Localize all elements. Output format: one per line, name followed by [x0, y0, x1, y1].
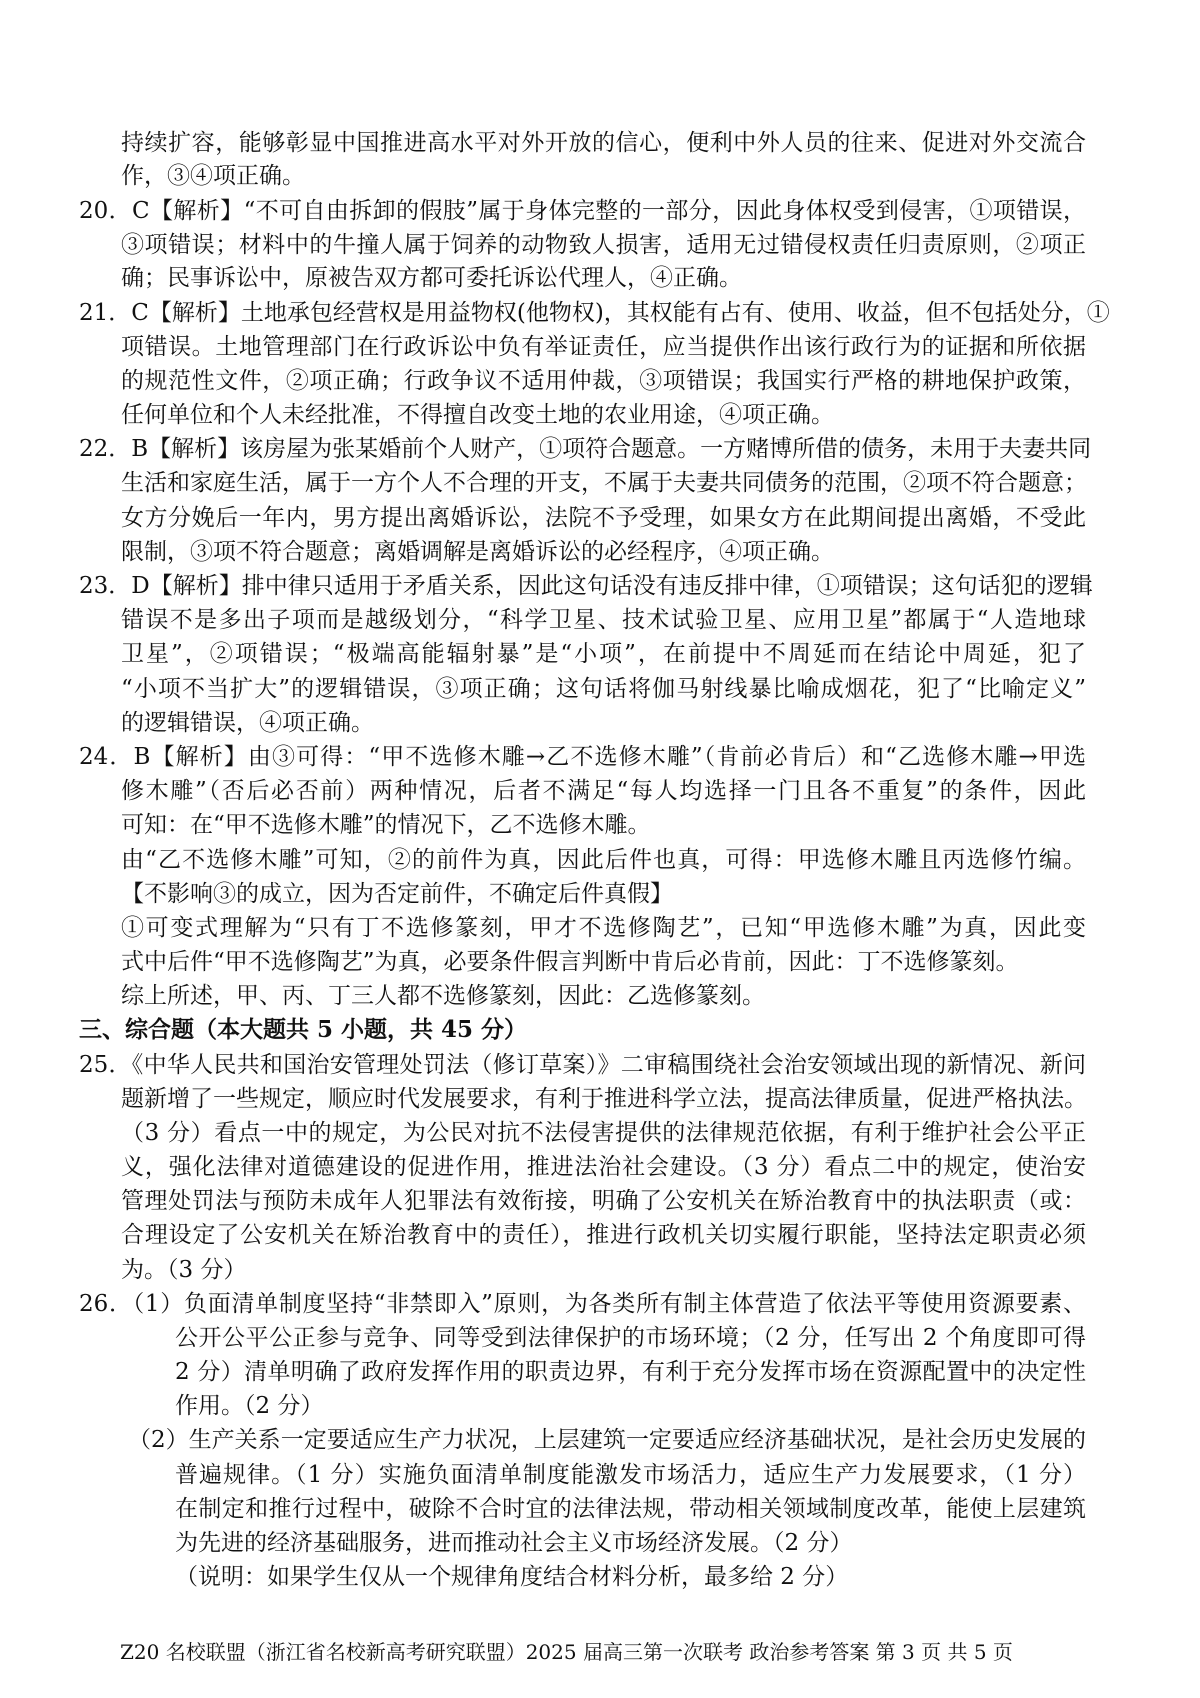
answer-text-line: 26．（1）负面清单制度坚持“非禁即入”原则，为各类所有制主体营造了依法平等使用资源要素、: [79, 1291, 1086, 1317]
answer-text-line: 在制定和推行过程中，破除不合时宜的法律法规，带动相关领域制度改革，能使上层建筑: [175, 1496, 1086, 1522]
answer-text-line: ①可变式理解为“只有丁不选修篆刻，甲才不选修陶艺”，已知“甲选修木雕”为真，因此变: [121, 915, 1086, 941]
answer-text-line: 由“乙不选修木雕”可知，②的前件为真，因此后件也真，可得：甲选修木雕且丙选修竹编。: [121, 847, 1086, 873]
answer-text-line: ③项错误；材料中的牛撞人属于饲养的动物致人损害，适用无过错侵权责任归责原则，②项正: [121, 232, 1086, 258]
answer-text-line: 作用。（2 分）: [175, 1393, 324, 1419]
answer-text-line: 普遍规律。（1 分）实施负面清单制度能激发市场活力，适应生产力发展要求，（1 分）: [175, 1462, 1086, 1488]
answer-text-line: 生活和家庭生活，属于一方个人不合理的开支，不属于夫妻共同债务的范围，②项不符合题意；: [121, 470, 1087, 496]
answer-text-line: 25．《中华人民共和国治安管理处罚法（修订草案）》二审稿围绕社会治安领域出现的新情况、新问: [79, 1052, 1086, 1078]
answer-text-line: （3 分）看点一中的规定，为公民对抗不法侵害提供的法律规范依据，有利于维护社会公平正: [121, 1120, 1086, 1146]
answer-text-line: 公开公平公正参与竞争、同等受到法律保护的市场环境；（2 分，任写出 2 个角度即可得: [175, 1325, 1086, 1351]
answer-text-line: 女方分娩后一年内，男方提出离婚诉讼，法院不予受理，如果女方在此期间提出离婚，不受此: [121, 505, 1086, 531]
answer-text-line: 题新增了一些规定，顺应时代发展要求，有利于推进科学立法，提高法律质量，促进严格执法。: [121, 1086, 1087, 1112]
answer-text-line: 管理处罚法与预防未成年人犯罪法有效衔接，明确了公安机关在矫治教育中的执法职责（或：: [121, 1188, 1086, 1214]
answer-text-line: 的逻辑错误，④项正确。: [121, 710, 374, 736]
answer-text-line: 21．C【解析】土地承包经营权是用益物权(他物权)，其权能有占有、使用、收益，但不包括处分，①: [79, 300, 1110, 326]
answer-text-line: 式中后件“甲不选修陶艺”为真，必要条件假言判断中肯后必肯前，因此：丁不选修篆刻。: [121, 949, 1019, 975]
answer-text-line: 可知：在“甲不选修木雕”的情况下，乙不选修木雕。: [121, 812, 651, 838]
answer-text-line: 限制，③项不符合题意；离婚调解是离婚诉讼的必经程序，④项正确。: [121, 539, 834, 565]
answer-text-line: 23．D【解析】排中律只适用于矛盾关系，因此这句话没有违反排中律，①项错误；这句话犯的逻辑: [79, 573, 1093, 599]
answer-text-line: 2 分）清单明确了政府发挥作用的职责边界，有利于充分发挥市场在资源配置中的决定性: [175, 1359, 1086, 1385]
answer-text-line: 合理设定了公安机关在矫治教育中的责任），推进行政机关切实履行职能，坚持法定职责必须: [121, 1222, 1086, 1248]
answer-text-line: 任何单位和个人未经批准，不得擅自改变土地的农业用途，④项正确。: [121, 402, 834, 428]
answer-text-line: 的规范性文件，②项正确；行政争议不适用仲裁，③项错误；我国实行严格的耕地保护政策，: [121, 368, 1086, 394]
answer-text-line: （2）生产关系一定要适应生产力状况，上层建筑一定要适应经济基础状况，是社会历史发展的: [128, 1427, 1086, 1453]
answer-text-line: 义，强化法律对道德建设的促进作用，推进法治社会建设。（3 分）看点二中的规定，使治安: [121, 1154, 1086, 1180]
answer-text-line: 为。（3 分）: [121, 1257, 247, 1283]
answer-text-line: “小项不当扩大”的逻辑错误，③项正确；这句话将伽马射线暴比喻成烟花，犯了“比喻定义”: [121, 676, 1086, 702]
answer-text-line: 卫星”，②项错误；“极端高能辐射暴”是“小项”，在前提中不周延而在结论中周延，犯了: [121, 641, 1086, 667]
answer-text-line: 作，③④项正确。: [121, 163, 305, 189]
page-footer: Z20 名校联盟（浙江省名校新高考研究联盟）2025 届高三第一次联考 政治参考答案 第 3 页 共 5 页: [120, 1640, 1013, 1664]
answer-text-line: 持续扩容，能够彰显中国推进高水平对外开放的信心，便利中外人员的往来、促进对外交流合: [121, 130, 1086, 156]
answer-text-line: 确；民事诉讼中，原被告双方都可委托诉讼代理人，④正确。: [121, 265, 742, 291]
section-heading: 三、综合题（本大题共 5 小题，共 45 分）: [79, 1016, 528, 1043]
answer-text-line: 20．C【解析】“不可自由拆卸的假肢”属于身体完整的一部分，因此身体权受到侵害，①项错误，: [79, 198, 1086, 224]
answer-text-line: 综上所述，甲、丙、丁三人都不选修篆刻，因此：乙选修篆刻。: [121, 983, 765, 1009]
answer-text-line: 【不影响③的成立，因为否定前件，不确定后件真假】: [121, 881, 673, 907]
answer-text-line: 22．B【解析】该房屋为张某婚前个人财产，①项符合题意。一方赌博所借的债务，未用于夫妻共同: [79, 436, 1092, 462]
answer-text-line: 修木雕”（否后必否前）两种情况，后者不满足“每人均选择一门且各不重复”的条件，因此: [121, 778, 1086, 804]
answer-text-line: 24．B【解析】由③可得：“甲不选修木雕→乙不选修木雕”（肯前必肯后）和“乙选修木雕→甲选: [79, 744, 1086, 770]
answer-text-line: （说明：如果学生仅从一个规律角度结合材料分析，最多给 2 分）: [175, 1564, 849, 1590]
answer-text-line: 错误不是多出子项而是越级划分，“科学卫星、技术试验卫星、应用卫星”都属于“人造地球: [121, 607, 1086, 633]
answer-text-line: 为先进的经济基础服务，进而推动社会主义市场经济发展。（2 分）: [175, 1530, 853, 1556]
answer-text-line: 项错误。土地管理部门在行政诉讼中负有举证责任，应当提供作出该行政行为的证据和所依据: [121, 334, 1086, 360]
